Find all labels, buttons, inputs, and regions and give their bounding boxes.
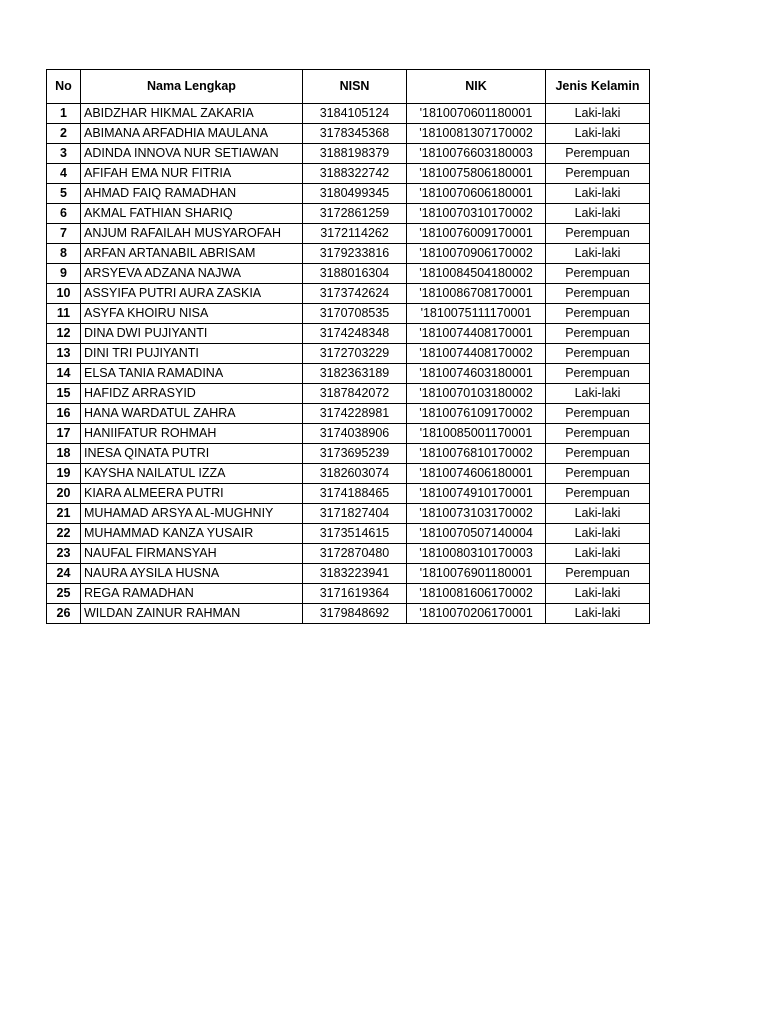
header-nik: NIK [407, 70, 546, 104]
student-gender: Perempuan [546, 284, 650, 304]
student-name: WILDAN ZAINUR RAHMAN [81, 604, 303, 624]
student-nisn: 3182603074 [303, 464, 407, 484]
student-gender: Perempuan [546, 324, 650, 344]
student-nisn: 3179848692 [303, 604, 407, 624]
student-gender: Laki-laki [546, 124, 650, 144]
student-nisn: 3182363189 [303, 364, 407, 384]
row-number: 3 [47, 144, 81, 164]
row-number: 15 [47, 384, 81, 404]
table-row [47, 144, 650, 164]
row-number: 6 [47, 204, 81, 224]
table-row [47, 424, 650, 444]
student-nik: '1810076009170001 [407, 224, 546, 244]
table-row [47, 544, 650, 564]
student-name: DINI TRI PUJIYANTI [81, 344, 303, 364]
student-nisn: 3180499345 [303, 184, 407, 204]
student-nisn: 3187842072 [303, 384, 407, 404]
table-row [47, 364, 650, 384]
student-gender: Laki-laki [546, 584, 650, 604]
student-name: HANA WARDATUL ZAHRA [81, 404, 303, 424]
student-gender: Perempuan [546, 364, 650, 384]
student-name: KIARA ALMEERA PUTRI [81, 484, 303, 504]
student-nisn: 3174188465 [303, 484, 407, 504]
table-row [47, 584, 650, 604]
student-gender: Laki-laki [546, 604, 650, 624]
student-nisn: 3173514615 [303, 524, 407, 544]
table-row [47, 384, 650, 404]
student-nisn: 3184105124 [303, 104, 407, 124]
row-number: 2 [47, 124, 81, 144]
student-name: HAFIDZ ARRASYID [81, 384, 303, 404]
student-name: ARSYEVA ADZANA NAJWA [81, 264, 303, 284]
student-nisn: 3178345368 [303, 124, 407, 144]
student-nisn: 3173742624 [303, 284, 407, 304]
row-number: 9 [47, 264, 81, 284]
student-nik: '1810073103170002 [407, 504, 546, 524]
student-gender: Laki-laki [546, 544, 650, 564]
student-name: NAUFAL FIRMANSYAH [81, 544, 303, 564]
student-gender: Perempuan [546, 224, 650, 244]
row-number: 4 [47, 164, 81, 184]
student-nisn: 3174038906 [303, 424, 407, 444]
student-nik: '1810070103180002 [407, 384, 546, 404]
student-nik: '1810076603180003 [407, 144, 546, 164]
student-name: ANJUM RAFAILAH MUSYAROFAH [81, 224, 303, 244]
table-body [47, 104, 650, 624]
header-nisn: NISN [303, 70, 407, 104]
student-name: AKMAL FATHIAN SHARIQ [81, 204, 303, 224]
student-name: AFIFAH EMA NUR FITRIA [81, 164, 303, 184]
student-name: MUHAMAD ARSYA AL-MUGHNIY [81, 504, 303, 524]
student-nisn: 3174228981 [303, 404, 407, 424]
student-nik: '1810081606170002 [407, 584, 546, 604]
table-row [47, 244, 650, 264]
table-row [47, 564, 650, 584]
table-row [47, 284, 650, 304]
row-number: 7 [47, 224, 81, 244]
table-row [47, 224, 650, 244]
row-number: 20 [47, 484, 81, 504]
table-row [47, 464, 650, 484]
student-gender: Perempuan [546, 164, 650, 184]
student-gender: Laki-laki [546, 104, 650, 124]
student-name: ABIMANA ARFADHIA MAULANA [81, 124, 303, 144]
row-number: 11 [47, 304, 81, 324]
student-nisn: 3188198379 [303, 144, 407, 164]
student-name: HANIIFATUR ROHMAH [81, 424, 303, 444]
table-row [47, 404, 650, 424]
student-gender: Perempuan [546, 444, 650, 464]
student-gender: Perempuan [546, 304, 650, 324]
table-row [47, 524, 650, 544]
student-nik: '1810080310170003 [407, 544, 546, 564]
table-row [47, 264, 650, 284]
student-gender: Perempuan [546, 344, 650, 364]
student-name: ARFAN ARTANABIL ABRISAM [81, 244, 303, 264]
table-row [47, 344, 650, 364]
student-nik: '1810074408170001 [407, 324, 546, 344]
row-number: 26 [47, 604, 81, 624]
table-row [47, 184, 650, 204]
student-nisn: 3172114262 [303, 224, 407, 244]
student-gender: Perempuan [546, 464, 650, 484]
row-number: 22 [47, 524, 81, 544]
student-nisn: 3170708535 [303, 304, 407, 324]
student-name: ABIDZHAR HIKMAL ZAKARIA [81, 104, 303, 124]
student-nisn: 3172703229 [303, 344, 407, 364]
student-nisn: 3171827404 [303, 504, 407, 524]
table-row [47, 104, 650, 124]
student-name: DINA DWI PUJIYANTI [81, 324, 303, 344]
row-number: 14 [47, 364, 81, 384]
student-nik: '1810070606180001 [407, 184, 546, 204]
table-row [47, 324, 650, 344]
row-number: 12 [47, 324, 81, 344]
student-gender: Laki-laki [546, 244, 650, 264]
row-number: 13 [47, 344, 81, 364]
row-number: 24 [47, 564, 81, 584]
student-nisn: 3171619364 [303, 584, 407, 604]
student-nisn: 3173695239 [303, 444, 407, 464]
row-number: 10 [47, 284, 81, 304]
student-nik: '1810070601180001 [407, 104, 546, 124]
student-nik: '1810086708170001 [407, 284, 546, 304]
table-row [47, 604, 650, 624]
student-name: KAYSHA NAILATUL IZZA [81, 464, 303, 484]
student-nik: '1810076810170002 [407, 444, 546, 464]
student-name: ADINDA INNOVA NUR SETIAWAN [81, 144, 303, 164]
row-number: 1 [47, 104, 81, 124]
student-nik: '1810070310170002 [407, 204, 546, 224]
student-nik: '1810075111170001 [407, 304, 546, 324]
row-number: 21 [47, 504, 81, 524]
student-name: NAURA AYSILA HUSNA [81, 564, 303, 584]
student-gender: Perempuan [546, 264, 650, 284]
student-name: ASSYIFA PUTRI AURA ZASKIA [81, 284, 303, 304]
table-row [47, 204, 650, 224]
student-name: MUHAMMAD KANZA YUSAIR [81, 524, 303, 544]
row-number: 8 [47, 244, 81, 264]
row-number: 25 [47, 584, 81, 604]
header-name: Nama Lengkap [81, 70, 303, 104]
table-row [47, 304, 650, 324]
table-row [47, 164, 650, 184]
student-name: INESA QINATA PUTRI [81, 444, 303, 464]
student-gender: Perempuan [546, 484, 650, 504]
student-name: REGA RAMADHAN [81, 584, 303, 604]
header-gender: Jenis Kelamin [546, 70, 650, 104]
student-table-container [46, 69, 650, 624]
student-nik: '1810074603180001 [407, 364, 546, 384]
student-nik: '1810076901180001 [407, 564, 546, 584]
student-nisn: 3183223941 [303, 564, 407, 584]
student-nisn: 3188322742 [303, 164, 407, 184]
student-name: ELSA TANIA RAMADINA [81, 364, 303, 384]
student-gender: Perempuan [546, 144, 650, 164]
student-nisn: 3172870480 [303, 544, 407, 564]
row-number: 17 [47, 424, 81, 444]
student-nik: '1810074408170002 [407, 344, 546, 364]
student-nisn: 3174248348 [303, 324, 407, 344]
student-gender: Perempuan [546, 424, 650, 444]
row-number: 5 [47, 184, 81, 204]
student-nik: '1810074606180001 [407, 464, 546, 484]
student-nik: '1810074910170001 [407, 484, 546, 504]
header-no: No [47, 70, 81, 104]
student-gender: Perempuan [546, 564, 650, 584]
student-gender: Laki-laki [546, 524, 650, 544]
student-nisn: 3172861259 [303, 204, 407, 224]
student-nik: '1810081307170002 [407, 124, 546, 144]
student-nik: '1810085001170001 [407, 424, 546, 444]
student-gender: Laki-laki [546, 504, 650, 524]
student-gender: Perempuan [546, 404, 650, 424]
student-nik: '1810070206170001 [407, 604, 546, 624]
student-table [46, 69, 650, 624]
student-name: ASYFA KHOIRU NISA [81, 304, 303, 324]
row-number: 19 [47, 464, 81, 484]
student-nik: '1810075806180001 [407, 164, 546, 184]
student-nik: '1810076109170002 [407, 404, 546, 424]
student-nisn: 3188016304 [303, 264, 407, 284]
table-header [47, 70, 650, 104]
student-nisn: 3179233816 [303, 244, 407, 264]
row-number: 18 [47, 444, 81, 464]
student-gender: Laki-laki [546, 384, 650, 404]
student-gender: Laki-laki [546, 184, 650, 204]
student-nik: '1810070906170002 [407, 244, 546, 264]
student-gender: Laki-laki [546, 204, 650, 224]
row-number: 23 [47, 544, 81, 564]
student-nik: '1810084504180002 [407, 264, 546, 284]
header-row [47, 70, 650, 104]
row-number: 16 [47, 404, 81, 424]
table-row [47, 444, 650, 464]
student-name: AHMAD FAIQ RAMADHAN [81, 184, 303, 204]
student-nik: '1810070507140004 [407, 524, 546, 544]
table-row [47, 504, 650, 524]
table-row [47, 484, 650, 504]
table-row [47, 124, 650, 144]
